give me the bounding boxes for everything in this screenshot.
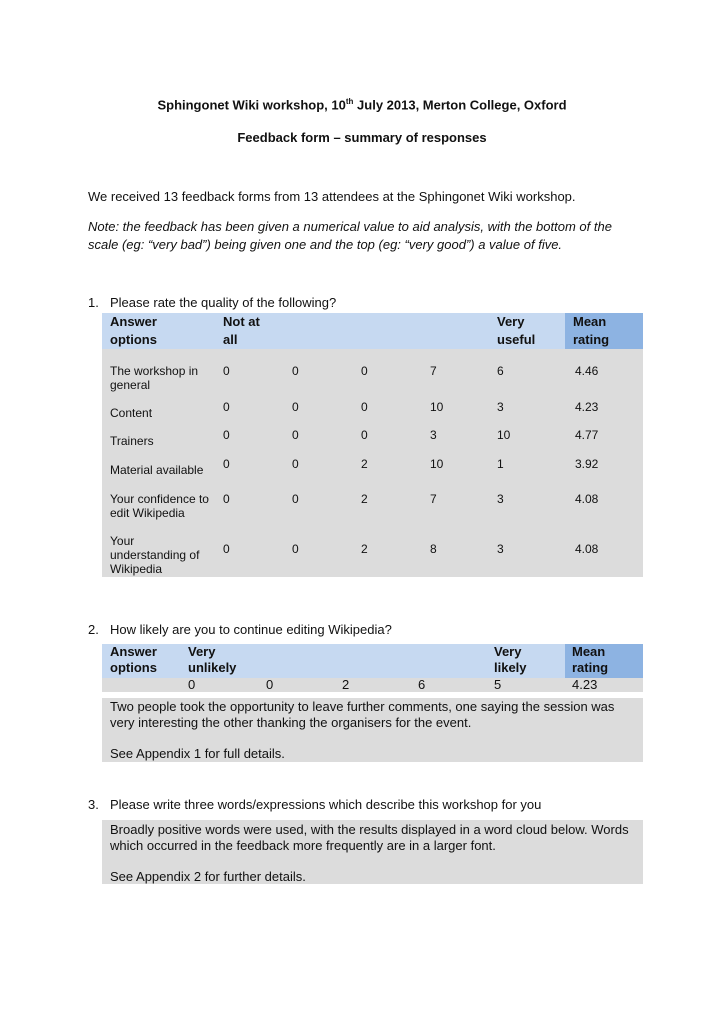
q3-comment: Broadly positive words were used, with the results displayed in a word cloud below. Words which occurred in the feedback more frequently are in a larger font. <box>110 822 629 853</box>
q1-cell: 8 <box>430 542 437 556</box>
q1-cell: 0 <box>223 428 230 442</box>
q1-mean-cell: 4.23 <box>575 400 599 414</box>
q1-cell: 2 <box>361 492 368 506</box>
q1-cell: 0 <box>223 400 230 414</box>
q2-col-answer: Answer options <box>110 644 157 675</box>
page-subtitle: Feedback form – summary of responses <box>237 130 487 145</box>
q1-cell: 2 <box>361 457 368 471</box>
q1-col-mean: Mean rating <box>573 314 610 347</box>
q1-row-label: Material available <box>110 463 204 477</box>
q2-cell: 2 <box>342 677 350 692</box>
q1-row-label: The workshop in general <box>110 364 199 392</box>
intro-text: We received 13 feedback forms from 13 attendees at the Sphingonet Wiki workshop. <box>88 189 576 204</box>
q1-cell: 0 <box>292 400 299 414</box>
q1-cell: 1 <box>497 457 504 471</box>
q1-cell: 10 <box>430 400 444 414</box>
q2-col-very-likely: Very likely <box>494 644 527 675</box>
note-text: Note: the feedback has been given a numerical value to aid analysis, with the bottom of the scale (eg: “very bad”) being given one and the top (eg: “very good”) a value of five. <box>88 219 612 252</box>
q1-col-not-at-all: Not at all <box>223 314 260 347</box>
question-2: 2. How likely are you to continue editing Wikipedia? <box>88 622 392 637</box>
q2-appendix-ref: See Appendix 1 for full details. <box>110 746 285 761</box>
q1-cell: 0 <box>223 542 230 556</box>
q1-cell: 2 <box>361 542 368 556</box>
q2-col-very-unlikely: Very unlikely <box>188 644 237 675</box>
question-3: 3. Please write three words/expressions which describe this workshop for you <box>88 797 542 812</box>
q2-cell: 0 <box>266 677 274 692</box>
question-1: 1. Please rate the quality of the following? <box>88 295 337 310</box>
q1-row-label: Your understanding of Wikipedia <box>110 534 200 576</box>
q1-cell: 0 <box>361 364 368 378</box>
q1-cell: 0 <box>292 428 299 442</box>
q1-cell: 3 <box>497 542 504 556</box>
q1-cell: 3 <box>497 400 504 414</box>
q1-mean-cell: 4.77 <box>575 428 599 442</box>
page-title: Sphingonet Wiki workshop, 10th July 2013, Merton College, Oxford <box>157 97 567 113</box>
q2-values-row <box>102 678 643 692</box>
q1-mean-cell: 4.08 <box>575 542 599 556</box>
q1-cell: 3 <box>430 428 437 442</box>
q2-comment: Two people took the opportunity to leave further comments, one saying the session was very interesting the other thanking the organisers for the event. <box>110 699 615 730</box>
q1-cell: 0 <box>292 457 299 471</box>
q2-mean-cell: 4.23 <box>572 677 598 692</box>
q1-cell: 0 <box>223 364 230 378</box>
q1-cell: 0 <box>223 492 230 506</box>
q2-cell: 6 <box>418 677 426 692</box>
q1-cell: 10 <box>430 457 444 471</box>
q1-row-label: Content <box>110 406 153 420</box>
q1-header-row <box>102 313 565 349</box>
q2-cell: 5 <box>494 677 502 692</box>
q1-cell: 7 <box>430 364 437 378</box>
q1-cell: 0 <box>223 457 230 471</box>
q1-cell: 0 <box>361 400 368 414</box>
q2-col-mean: Mean rating <box>572 644 609 675</box>
q1-cell: 3 <box>497 492 504 506</box>
q1-cell: 0 <box>361 428 368 442</box>
q1-cell: 6 <box>497 364 504 378</box>
q1-cell: 7 <box>430 492 437 506</box>
q1-cell: 0 <box>292 542 299 556</box>
q1-cell: 10 <box>497 428 511 442</box>
q3-appendix-ref: See Appendix 2 for further details. <box>110 869 306 884</box>
q1-col-very-useful: Very useful <box>497 314 536 347</box>
q1-row-label: Your confidence to edit Wikipedia <box>110 492 209 520</box>
q1-cell: 0 <box>292 364 299 378</box>
q1-row-label: Trainers <box>110 434 154 448</box>
q1-mean-cell: 3.92 <box>575 457 599 471</box>
q1-mean-cell: 4.08 <box>575 492 599 506</box>
q1-mean-cell: 4.46 <box>575 364 599 378</box>
q1-cell: 0 <box>292 492 299 506</box>
q1-col-answer: Answer options <box>110 314 157 347</box>
q2-cell: 0 <box>188 677 196 692</box>
